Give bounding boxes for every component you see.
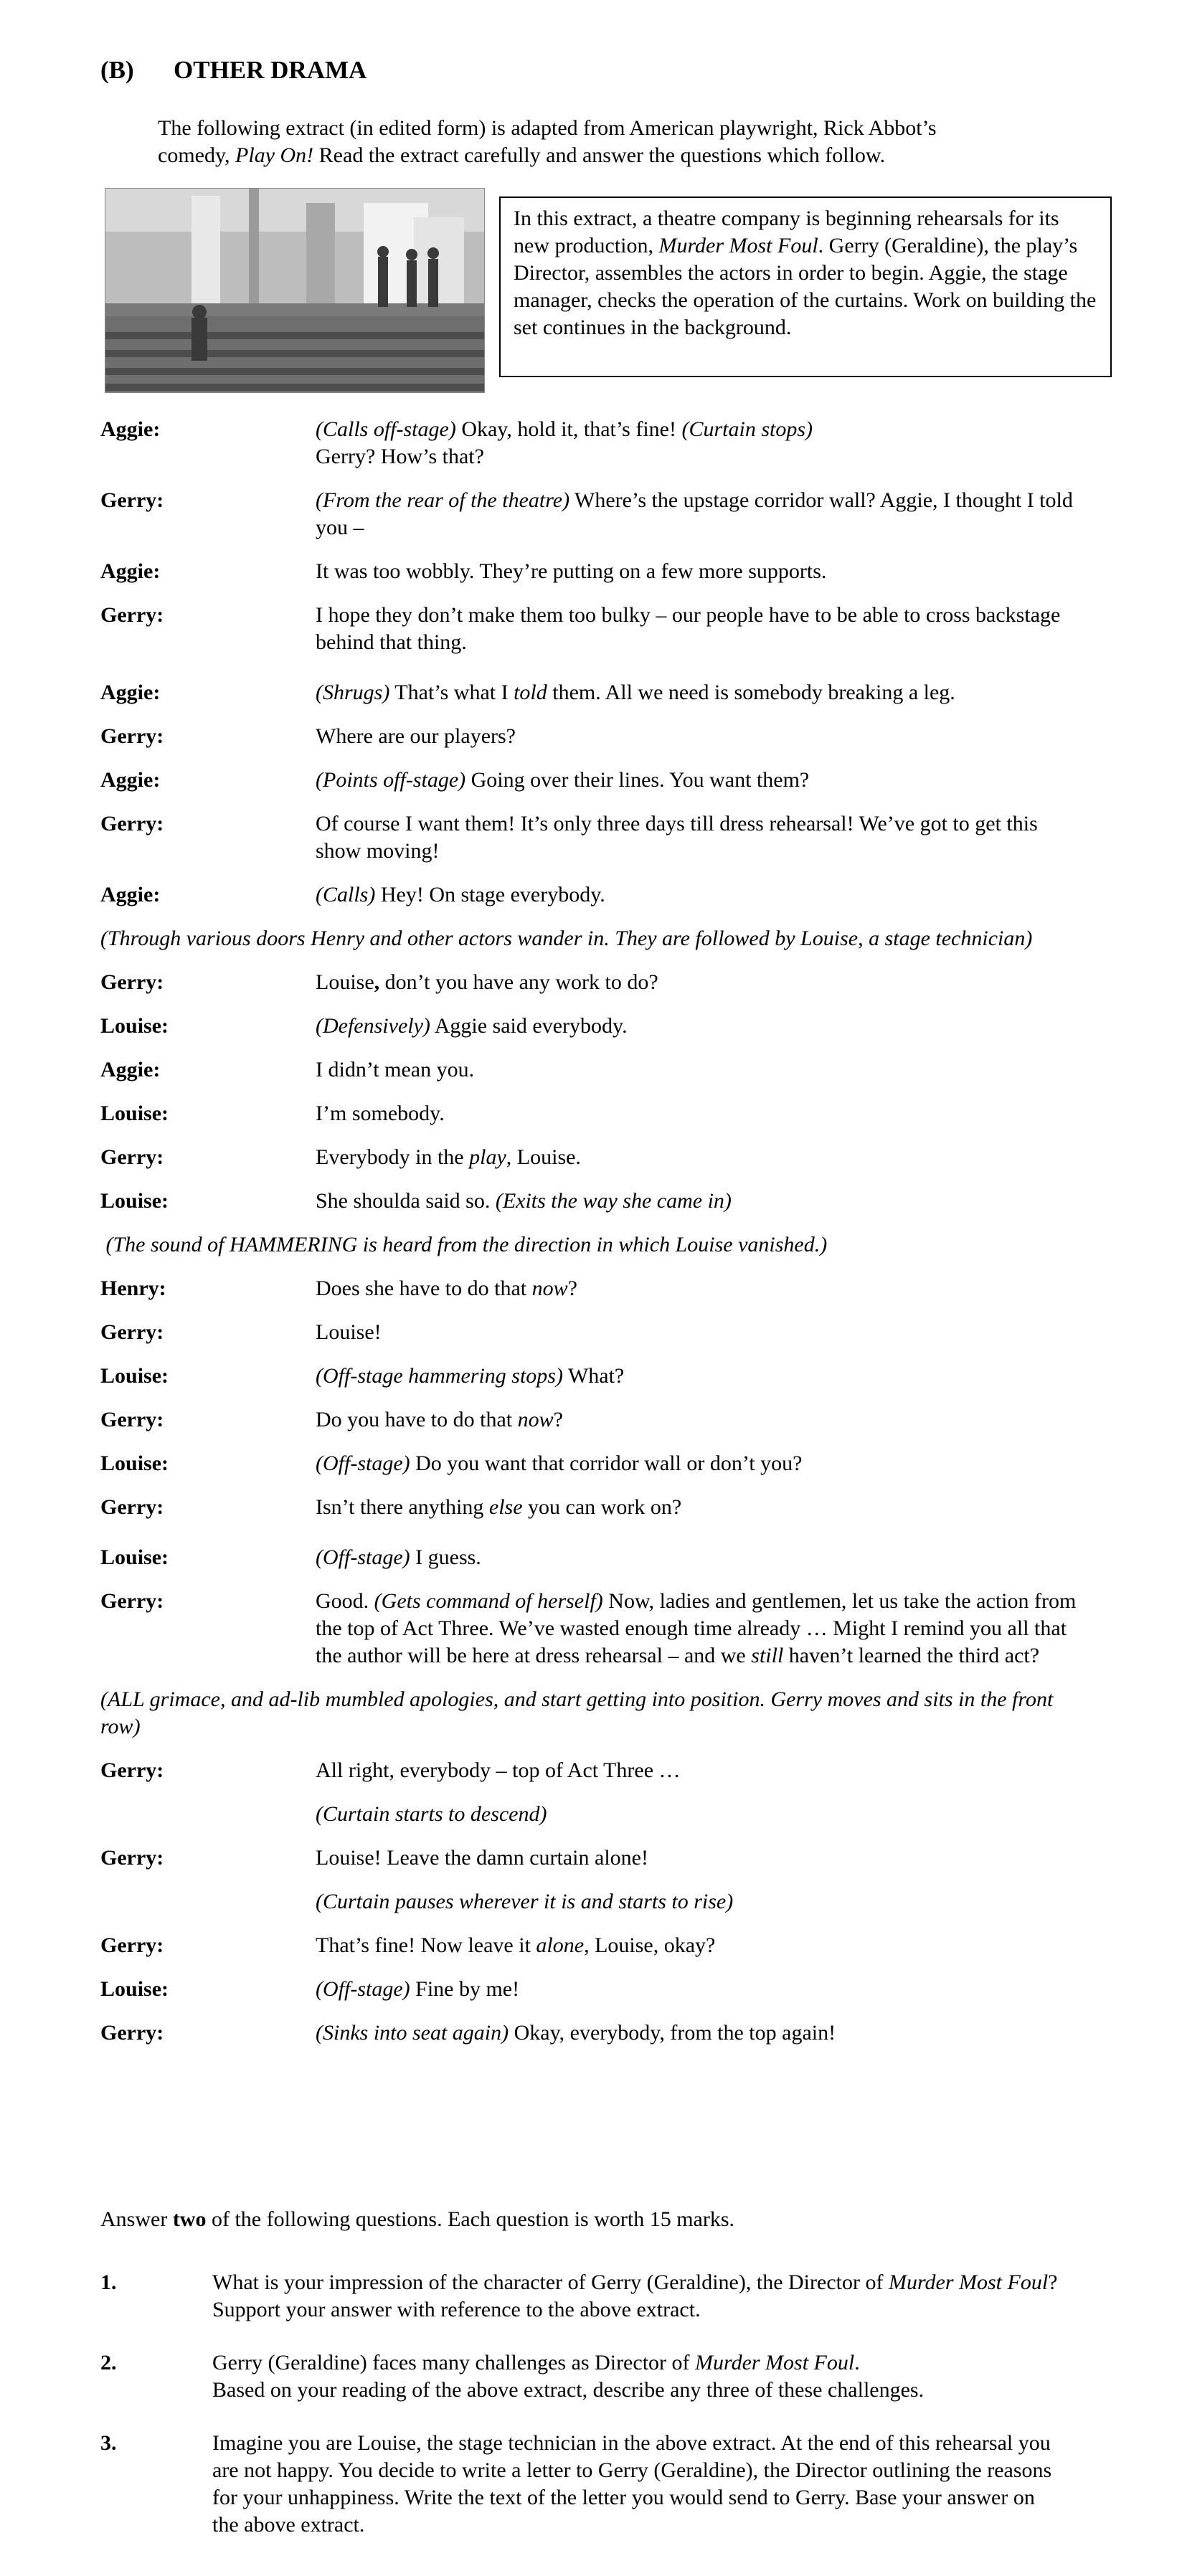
speech bbox=[316, 1976, 1083, 2003]
script-line bbox=[100, 1406, 1083, 1434]
stage-direction: (Defensively) bbox=[316, 1014, 430, 1038]
stage-direction: (Curtain starts to descend) bbox=[316, 1802, 547, 1826]
speech-text: Louise! Leave the damn curtain alone! bbox=[316, 1846, 648, 1870]
emphasis: now bbox=[531, 1277, 568, 1300]
speech-text: She shoulda said so. bbox=[316, 1189, 496, 1213]
question-text bbox=[212, 2269, 1062, 2324]
speech-text: That’s fine! Now leave it bbox=[316, 1933, 536, 1957]
speech-text: I didn’t mean you. bbox=[316, 1058, 475, 1081]
question-part: . bbox=[854, 2351, 860, 2374]
stage-direction: (Calls) bbox=[316, 883, 376, 906]
speech-text: Now, ladies and gentlemen, let us take the action from the top of Act Three. We’ve wasted enough time already … Might I remind you all that the author will be here at dress rehearsal – and we bbox=[316, 1589, 1077, 1667]
speech-text: Isn’t there anything bbox=[316, 1495, 489, 1519]
speaker-name: Gerry: bbox=[100, 1933, 164, 1957]
speech bbox=[316, 1588, 1083, 1670]
speaker-name: Louise: bbox=[100, 1364, 169, 1388]
speech-text: Okay, hold it, that’s fine! bbox=[455, 417, 682, 441]
speech-text: Do you have to do that bbox=[316, 1408, 518, 1431]
question-list bbox=[100, 2269, 1062, 2565]
speech bbox=[316, 1494, 1083, 1521]
speech-text: you can work on? bbox=[522, 1495, 682, 1519]
speech bbox=[316, 1056, 1083, 1084]
speaker-name: Gerry: bbox=[100, 1495, 164, 1519]
speech bbox=[316, 1450, 1083, 1477]
stage-direction-block: (The sound of HAMMERING is heard from the direction in which Louise vanished.) bbox=[100, 1233, 828, 1256]
theatre-rehearsal-photo bbox=[105, 188, 485, 393]
stage-direction: (Curtain stops) bbox=[681, 417, 813, 441]
speech bbox=[316, 1932, 1083, 1959]
speech-text: , Louise, okay? bbox=[584, 1933, 716, 1957]
emphasis: still bbox=[751, 1644, 784, 1667]
speech-text: , Louise. bbox=[506, 1145, 581, 1169]
speaker-name: Gerry: bbox=[100, 603, 164, 627]
script-line bbox=[100, 679, 1083, 706]
question-part: What is your impression of the character of Gerry (Geraldine), the Director of bbox=[212, 2270, 889, 2294]
stage-direction: (Exits the way she came in) bbox=[495, 1189, 732, 1213]
speech bbox=[316, 1888, 1083, 1916]
speech-text: I hope they don’t make them too bulky – our people have to be able to cross backstage behind that thing. bbox=[316, 603, 1061, 654]
speech-text: Does she have to do that bbox=[316, 1277, 532, 1300]
script-line bbox=[100, 1100, 1083, 1127]
speaker-name: Gerry: bbox=[100, 1589, 164, 1613]
script-line bbox=[100, 1757, 1083, 1784]
question-part: Imagine you are Louise, the stage technician in the above extract. At the end of this rehearsal you are not happy. You decide to write a letter to Gerry (Geraldine), the Director outlining the reasons for your unhappiness. Write the text of the letter you would send to Gerry. Base your answer on the above extract. bbox=[212, 2431, 1052, 2537]
speech-text: I guess. bbox=[410, 1545, 481, 1569]
question-play-title: Murder Most Foul bbox=[888, 2270, 1049, 2294]
question-text bbox=[212, 2430, 1062, 2539]
context-text-2: . Gerry (Geraldine), the play’s Director, assembles the actors in order to begin. Aggie, the stage manager, checks the operation of the curtains. Work on building the set continues in the background. bbox=[514, 234, 1097, 339]
question-play-title: Murder Most Foul bbox=[695, 2351, 855, 2374]
speech-text: Fine by me! bbox=[410, 1977, 520, 2001]
script-line bbox=[100, 767, 1083, 794]
speaker-name: Gerry: bbox=[100, 1320, 164, 1344]
speech-text: All right, everybody – top of Act Three … bbox=[316, 1758, 681, 1782]
speech bbox=[316, 416, 1083, 470]
stage-direction: (Shrugs) bbox=[316, 681, 390, 704]
context-text-1: In this extract, a theatre company is beginning rehearsals for its new production, bbox=[514, 207, 1059, 257]
stage-direction: (Curtain pauses wherever it is and starts to rise) bbox=[316, 1890, 734, 1913]
script-line bbox=[100, 1544, 1083, 1571]
stage-direction: (Off-stage) bbox=[316, 1977, 410, 2001]
script-line bbox=[100, 969, 1083, 996]
script-line bbox=[100, 2019, 1083, 2047]
stage-direction: (Off-stage hammering stops) bbox=[316, 1364, 563, 1388]
speaker-name: Aggie: bbox=[100, 1058, 161, 1081]
speech-text: Gerry? How’s that? bbox=[316, 445, 484, 468]
script-line bbox=[100, 558, 1083, 585]
speech-text: Going over their lines. You want them? bbox=[465, 768, 810, 792]
speech bbox=[316, 1013, 1083, 1040]
emphasis: play bbox=[469, 1145, 506, 1169]
speech-text: I’m somebody. bbox=[316, 1102, 445, 1125]
instruction-text: of the following questions. Each question is worth 15 marks. bbox=[206, 2207, 735, 2231]
speaker-name: Gerry: bbox=[100, 724, 164, 748]
speech-text: Okay, everybody, from the top again! bbox=[509, 2021, 836, 2045]
script-line bbox=[100, 416, 1083, 470]
question-part: ? Support your answer with reference to the above extract. bbox=[212, 2270, 1058, 2321]
script-line bbox=[100, 1494, 1083, 1521]
intro-line-2: comedy, bbox=[158, 143, 236, 167]
script-line bbox=[100, 1932, 1083, 1959]
script-line bbox=[100, 1450, 1083, 1477]
speech-text: them. All we need is somebody breaking a leg. bbox=[547, 681, 955, 704]
stage-direction: (Gets command of herself) bbox=[374, 1589, 603, 1613]
emphasis: told bbox=[514, 681, 547, 704]
speech bbox=[316, 2019, 1083, 2047]
stage-direction: (Off-stage) bbox=[316, 1545, 410, 1569]
script-line bbox=[100, 1056, 1083, 1084]
speech bbox=[316, 810, 1083, 865]
speech bbox=[316, 1188, 1083, 1215]
script-line bbox=[100, 1188, 1083, 1215]
script-line bbox=[100, 1363, 1083, 1390]
speech-text: That’s what I bbox=[389, 681, 514, 704]
speech-text: Do you want that corridor wall or don’t you? bbox=[410, 1452, 803, 1475]
speech-text: Good. bbox=[316, 1589, 374, 1613]
speaker-name: Louise: bbox=[100, 1014, 169, 1038]
speech bbox=[316, 881, 1083, 909]
emphasis: now bbox=[517, 1408, 554, 1431]
script-line bbox=[100, 1976, 1083, 2003]
speaker-name: Aggie: bbox=[100, 559, 161, 583]
speech bbox=[316, 1845, 1083, 1872]
context-box bbox=[499, 196, 1112, 377]
speaker-name: Gerry: bbox=[100, 1758, 164, 1782]
speaker-name: Louise: bbox=[100, 1102, 169, 1125]
speaker-name: Louise: bbox=[100, 1545, 169, 1569]
script-line bbox=[100, 602, 1083, 656]
speaker-name: Aggie: bbox=[100, 681, 161, 704]
section-label: (B) bbox=[100, 56, 134, 84]
play-title: Play On! bbox=[235, 143, 314, 167]
speech-text: Everybody in the bbox=[316, 1145, 470, 1169]
script-line bbox=[100, 810, 1083, 865]
script-line bbox=[100, 1144, 1083, 1171]
speech-text: Where’s the upstage corridor wall? Aggie, I thought I told you – bbox=[316, 488, 1073, 539]
script-line bbox=[100, 1319, 1083, 1346]
instruction-text: Answer bbox=[100, 2207, 173, 2231]
theatre-photo-icon bbox=[105, 189, 484, 392]
speaker-name: Aggie: bbox=[100, 417, 161, 441]
script-line bbox=[100, 1588, 1083, 1670]
speech bbox=[316, 723, 1083, 750]
stage-direction: (Sinks into seat again) bbox=[316, 2021, 509, 2045]
script-line bbox=[100, 1275, 1083, 1302]
instruction-emphasis: two bbox=[172, 2207, 207, 2231]
stage-direction: (Calls off-stage) bbox=[316, 417, 456, 441]
question-number: 1. bbox=[100, 2270, 117, 2294]
stage-direction: (Points off-stage) bbox=[316, 768, 466, 792]
question-item bbox=[100, 2349, 1062, 2404]
intro-line-2-suffix: Read the extract carefully and answer the questions which follow. bbox=[313, 143, 886, 167]
speaker-name: Louise: bbox=[100, 1452, 169, 1475]
question-number: 2. bbox=[100, 2351, 117, 2374]
speech bbox=[316, 1406, 1083, 1434]
speaker-name: Louise: bbox=[100, 1977, 169, 2001]
script-line bbox=[100, 1888, 1083, 1916]
speech bbox=[316, 1144, 1083, 1171]
speech-text: haven’t learned the third act? bbox=[783, 1644, 1040, 1667]
speaker-name: Gerry: bbox=[100, 1145, 164, 1169]
speaker-name: Louise: bbox=[100, 1189, 169, 1213]
speech-text: Of course I want them! It’s only three days till dress rehearsal! We’ve got to get this show moving! bbox=[316, 812, 1038, 863]
speech-text: Hey! On stage everybody. bbox=[375, 883, 605, 906]
intro-paragraph bbox=[158, 115, 1090, 169]
emphasis: alone bbox=[536, 1933, 585, 1957]
speech bbox=[316, 679, 1083, 706]
question-text bbox=[212, 2349, 1062, 2404]
speech-text: ? bbox=[567, 1277, 577, 1300]
speech-text: What? bbox=[562, 1364, 625, 1388]
question-part: Gerry (Geraldine) faces many challenges as Director of bbox=[212, 2351, 696, 2374]
speech-text: don’t you have any work to do? bbox=[379, 970, 658, 994]
speaker-name: Gerry: bbox=[100, 812, 164, 835]
speech-text: Louise bbox=[316, 970, 374, 994]
speaker-name: Gerry: bbox=[100, 488, 164, 512]
script-line bbox=[100, 487, 1083, 541]
answer-instructions bbox=[100, 2206, 734, 2233]
speaker-name: Aggie: bbox=[100, 768, 161, 792]
speech-text: Aggie said everybody. bbox=[430, 1014, 628, 1038]
speech bbox=[316, 767, 1083, 794]
speech bbox=[316, 1275, 1083, 1302]
speech bbox=[316, 1757, 1083, 1784]
speech-text: Where are our players? bbox=[316, 724, 516, 748]
stage-direction-block: (Through various doors Henry and other actors wander in. They are followed by Louise, a stage technician) bbox=[100, 927, 1033, 950]
speech bbox=[316, 1100, 1083, 1127]
speech bbox=[316, 487, 1083, 541]
emphasis: else bbox=[488, 1495, 523, 1519]
section-title: OTHER DRAMA bbox=[174, 56, 367, 84]
stage-direction-block: (ALL grimace, and ad-lib mumbled apologies, and start getting into position. Gerry moves and sits in the front row) bbox=[100, 1687, 1054, 1738]
stage-direction: (From the rear of the theatre) bbox=[316, 488, 570, 512]
speaker-name: Gerry: bbox=[100, 2021, 164, 2045]
speech-text: Louise! bbox=[316, 1320, 382, 1344]
speech bbox=[316, 1319, 1083, 1346]
stage-direction: (Off-stage) bbox=[316, 1452, 410, 1475]
question-part: Based on your reading of the above extract, describe any three of these challenges. bbox=[212, 2378, 925, 2402]
intro-line-1: The following extract (in edited form) is adapted from American playwright, Rick Abbot’s bbox=[158, 116, 937, 140]
speech bbox=[316, 969, 1083, 996]
question-item bbox=[100, 2269, 1062, 2324]
speech-text: It was too wobbly. They’re putting on a few more supports. bbox=[316, 559, 827, 583]
section-heading bbox=[100, 56, 367, 85]
speaker-name: Aggie: bbox=[100, 883, 161, 906]
speech bbox=[316, 1544, 1083, 1571]
speech-text: ? bbox=[553, 1408, 563, 1431]
script-line bbox=[100, 1845, 1083, 1872]
speech bbox=[316, 1363, 1083, 1390]
script-line bbox=[100, 723, 1083, 750]
speech-text: , bbox=[374, 970, 380, 994]
speech bbox=[316, 558, 1083, 585]
speaker-name: Gerry: bbox=[100, 970, 164, 994]
speaker-name: Henry: bbox=[100, 1277, 166, 1300]
script-line bbox=[100, 1801, 1083, 1828]
question-number: 3. bbox=[100, 2431, 117, 2455]
question-item bbox=[100, 2430, 1062, 2539]
speech bbox=[316, 602, 1083, 656]
context-play-title: Murder Most Foul bbox=[658, 234, 818, 257]
script-extract bbox=[100, 416, 1083, 2063]
speaker-name: Gerry: bbox=[100, 1408, 164, 1431]
script-line bbox=[100, 1013, 1083, 1040]
speaker-name: Gerry: bbox=[100, 1846, 164, 1870]
speech bbox=[316, 1801, 1083, 1828]
script-line bbox=[100, 881, 1083, 909]
